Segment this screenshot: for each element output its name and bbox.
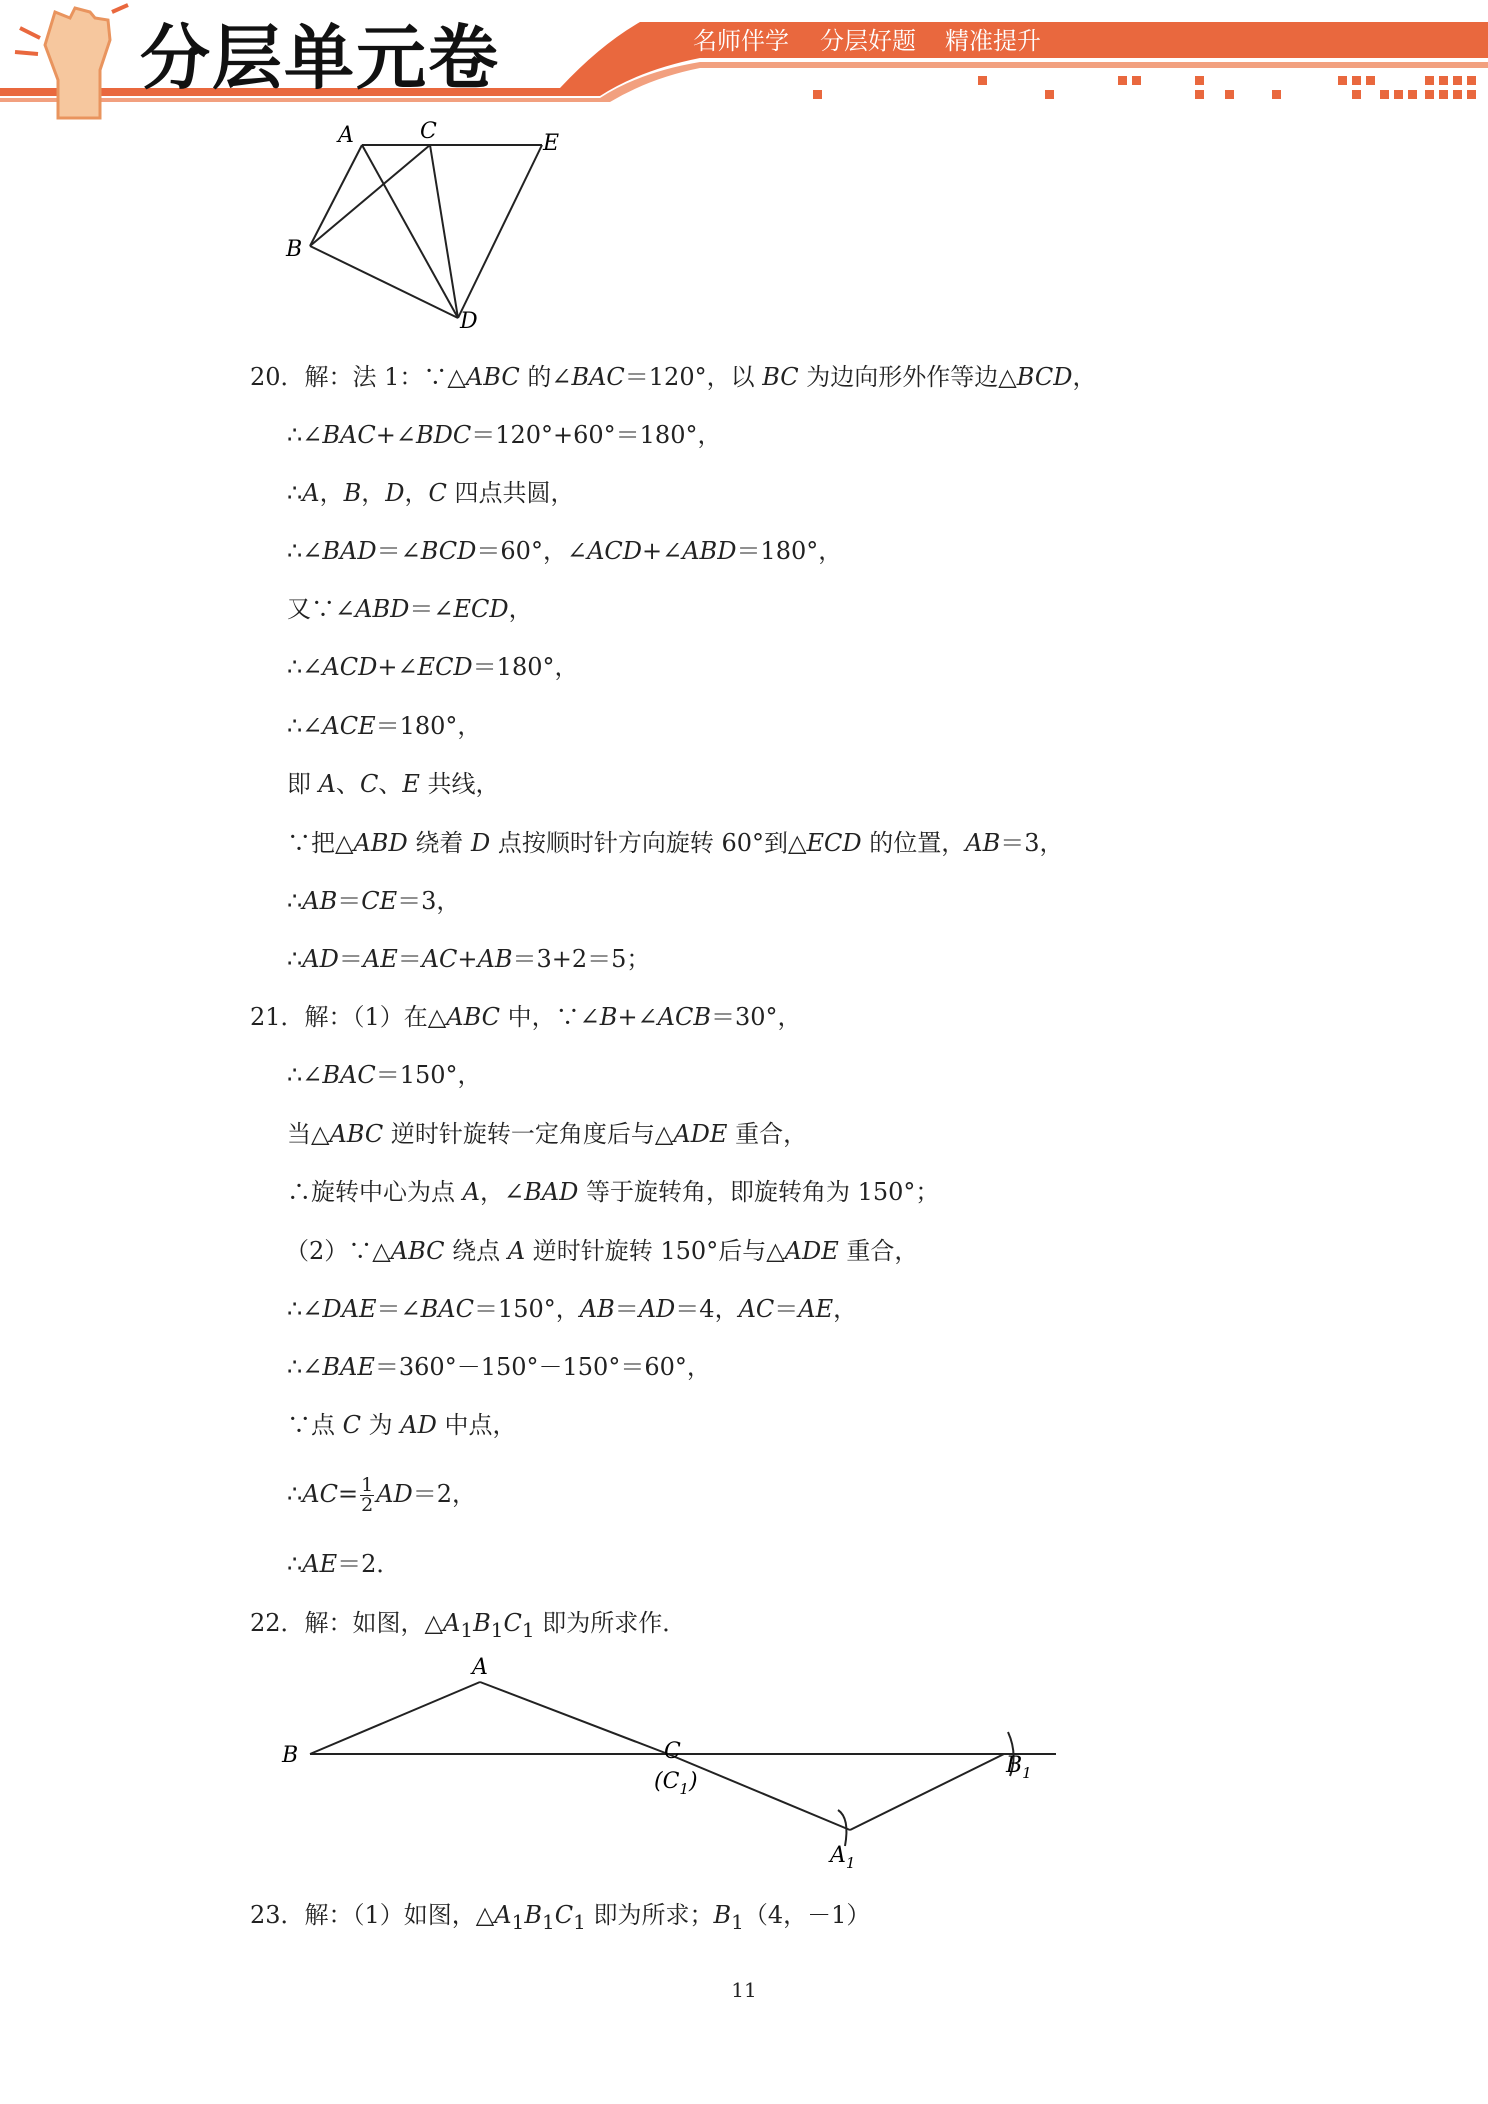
label-c1: $(C_1)$ <box>654 1769 698 1798</box>
solution-line: ∴AD＝AE＝AC+AB＝3+2＝5； <box>287 945 651 973</box>
slogan-1: 名师伴学 <box>693 27 789 55</box>
page-header <box>0 0 1488 130</box>
solution-line: ∴∠BAD＝∠BCD＝60°，∠ACD+∠ABD＝180°， <box>287 537 843 565</box>
label-b: B <box>282 1743 299 1768</box>
page-number: 11 <box>731 1978 757 2002</box>
label-a1: $A_1$ <box>830 1843 856 1872</box>
solution-line: ∴∠BAC+∠BDC＝120°+60°＝180°， <box>287 421 722 449</box>
solution-line: 即 A、C、E 共线， <box>287 770 500 798</box>
solution-line: ∴旋转中心为点 A，∠BAD 等于旋转角，即旋转角为 150°； <box>287 1178 940 1206</box>
label-e: E <box>543 131 560 156</box>
solution-line: ∴AE＝2． <box>287 1550 401 1578</box>
geometry-figure-acebd <box>270 110 590 340</box>
slogan-2: 分层好题 <box>820 27 916 55</box>
solution-line: 当△ABC 逆时针旋转一定角度后与△ADE 重合， <box>287 1120 808 1148</box>
solution-line: ∴∠DAE＝∠BAC＝150°，AB＝AD＝4，AC＝AE， <box>287 1295 858 1323</box>
slogan-3: 精准提升 <box>945 27 1041 55</box>
solution-line: 23．解：（1）如图，$\triangle A_1B_1C_1$ 即为所求；$B_1(4$，－1） <box>250 1901 871 1934</box>
label-a: A <box>472 1655 488 1680</box>
label-c: C <box>664 1739 681 1764</box>
label-d: D <box>460 309 478 334</box>
solution-line: ∵把△ABD 绕着 D 点按顺时针方向旋转 60°到△ECD 的位置，AB＝3， <box>287 829 1064 857</box>
solution-line: 又∵∠ABD＝∠ECD， <box>287 595 533 623</box>
label-b1: $B_1$ <box>1006 1753 1032 1782</box>
label-a: A <box>338 123 354 148</box>
solution-line: ∵点 C 为 AD 中点， <box>287 1411 517 1439</box>
solution-line: ∴∠BAC＝150°， <box>287 1061 482 1089</box>
solution-line: 21．解：（1）在△ABC 中，∵∠B+∠ACB＝30°， <box>250 1003 802 1031</box>
solution-line: 20．解：法 1：∵△ABC 的∠BAC＝120°，以 BC 为边向形外作等边△BCD， <box>250 363 1097 391</box>
geometry-figure-rotation <box>270 1650 1070 1880</box>
brand-title: 分层单元卷 <box>140 17 500 99</box>
solution-line: ∴A，B，D，C 四点共圆， <box>287 479 575 507</box>
label-b: B <box>286 237 303 262</box>
solution-line: 22．解：如图，$\triangle A_1B_1C_1$ 即为所求作． <box>250 1609 687 1642</box>
label-c: C <box>420 119 437 144</box>
solution-line: ∴AB＝CE＝3， <box>287 887 461 915</box>
solution-line: ∴∠BAE＝360°－150°－150°＝60°， <box>287 1353 711 1381</box>
solution-line: ∴∠ACE＝180°， <box>287 712 482 740</box>
solution-line: ∴∠ACD+∠ECD＝180°， <box>287 653 579 681</box>
solution-line: （2）∵△ABC 绕点 A 逆时针旋转 150°后与△ADE 重合， <box>285 1237 919 1265</box>
solution-line: ∴AC= $\frac{1}{2}$ AD＝2， <box>287 1474 477 1516</box>
